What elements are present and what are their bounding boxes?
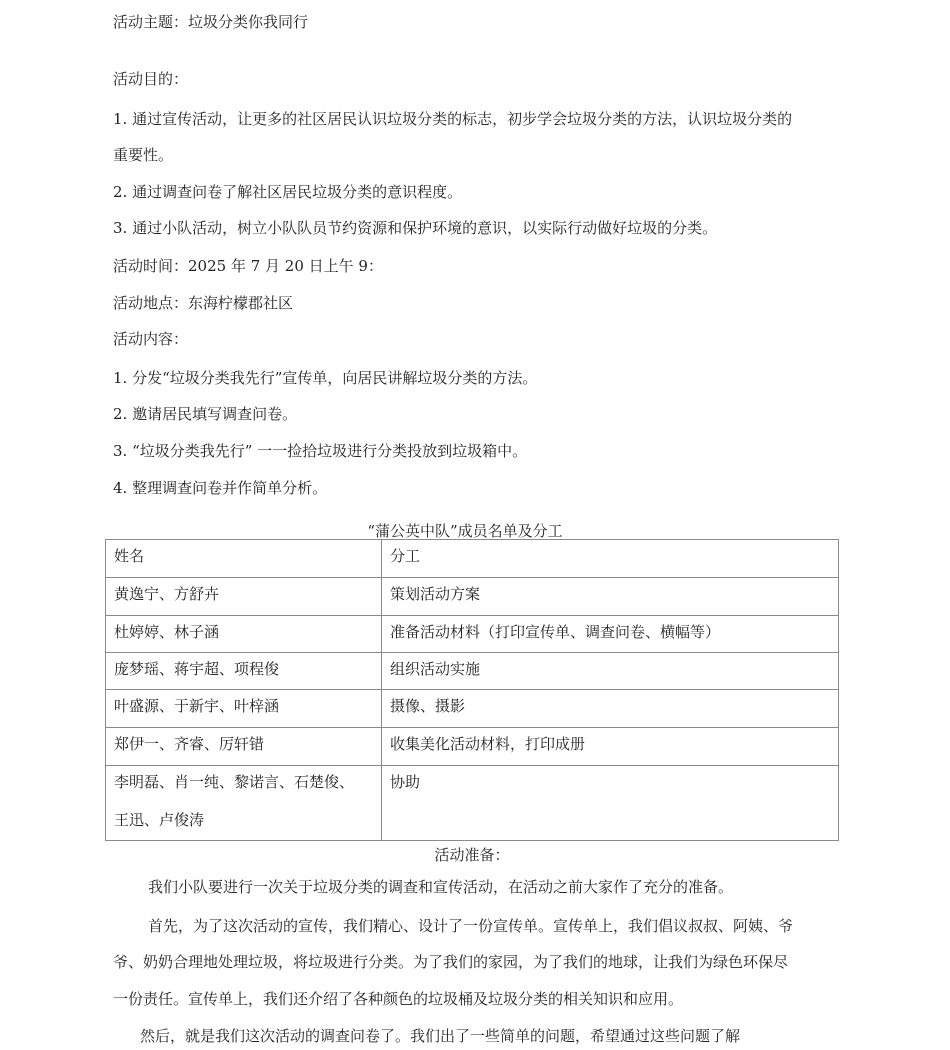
- member-duty: 组织活动实施: [382, 653, 839, 690]
- member-duty: 收集美化活动材料，打印成册: [382, 728, 839, 766]
- purpose-line: 2. 通过调查问卷了解社区居民垃圾分类的意识程度。: [113, 183, 463, 201]
- member-names: 李明磊、肖一纯、黎诺言、石楚俊、王迅、卢俊涛: [114, 773, 355, 829]
- purpose-line: 3. 通过小队活动，树立小队队员节约资源和保护环境的意识，以实际行动做好垃圾的分类。: [113, 219, 718, 237]
- table-caption: “蒲公英中队”成员名单及分工: [367, 522, 563, 540]
- content-line: 2. 邀请居民填写调查问卷。: [113, 405, 298, 423]
- table-row: [106, 616, 839, 653]
- preparation-line: 我们小队要进行一次关于垃圾分类的调查和宣传活动，在活动之前大家作了充分的准备。: [148, 878, 734, 896]
- activity-theme: 活动主题：垃圾分类你我同行: [113, 13, 309, 31]
- preparation-line: 一份责任。宣传单上，我们还介绍了各种颜色的垃圾桶及垃圾分类的相关知识和应用。: [113, 990, 684, 1008]
- member-names-cell: [106, 766, 382, 841]
- member-duty: 策划活动方案: [382, 578, 839, 616]
- table-row: [106, 578, 839, 616]
- member-duty: 摄像、摄影: [382, 690, 839, 728]
- content-line: 3. “垃圾分类我先行” 一一捡拾垃圾进行分类投放到垃圾箱中。: [113, 442, 528, 460]
- header-name: 姓名: [106, 540, 382, 578]
- table-row: [106, 653, 839, 690]
- member-names: 庞梦瑶、蒋宇超、项程俊: [106, 653, 382, 690]
- table-row: [106, 766, 839, 841]
- purpose-line: 重要性。: [113, 146, 174, 164]
- activity-place: 活动地点：东海柠檬郡社区: [113, 294, 294, 312]
- table-row: [106, 728, 839, 766]
- content-line: 1. 分发“垃圾分类我先行”宣传单，向居民讲解垃圾分类的方法。: [113, 369, 538, 387]
- member-names: 杜婷婷、林子涵: [106, 616, 382, 653]
- activity-time: 活动时间：2025 年 7 月 20 日上午 9：: [113, 257, 383, 275]
- table-row: [106, 690, 839, 728]
- member-names: 郑伊一、齐睿、厉轩错: [106, 728, 382, 766]
- preparation-heading: 活动准备：: [434, 846, 510, 864]
- members-table: [105, 539, 839, 841]
- content-line: 4. 整理调查问卷并作简单分析。: [113, 479, 328, 497]
- header-duty: 分工: [382, 540, 839, 578]
- member-names: 黄逸宁、方舒卉: [106, 578, 382, 616]
- preparation-line: 首先，为了这次活动的宣传，我们精心、设计了一份宣传单。宣传单上，我们倡议叔叔、阿姨、爷: [148, 917, 794, 935]
- preparation-line: 爷、奶奶合理地处理垃圾，将垃圾进行分类。为了我们的家园，为了我们的地球，让我们为绿色环保尽: [113, 953, 789, 971]
- table-header-row: [106, 540, 839, 578]
- purpose-label: 活动目的：: [113, 70, 189, 88]
- preparation-line: 然后，就是我们这次活动的调查问卷了。我们出了一些简单的问题，希望通过这些问题了解: [140, 1027, 741, 1045]
- member-names: 叶盛源、于新宇、叶梓涵: [106, 690, 382, 728]
- member-duty: 准备活动材料（打印宣传单、调查问卷、横幅等）: [382, 616, 839, 653]
- member-duty: 协助: [382, 766, 839, 841]
- content-label: 活动内容：: [113, 330, 189, 348]
- purpose-line: 1. 通过宣传活动，让更多的社区居民认识垃圾分类的标志，初步学会垃圾分类的方法，认识垃圾分类的: [113, 110, 793, 128]
